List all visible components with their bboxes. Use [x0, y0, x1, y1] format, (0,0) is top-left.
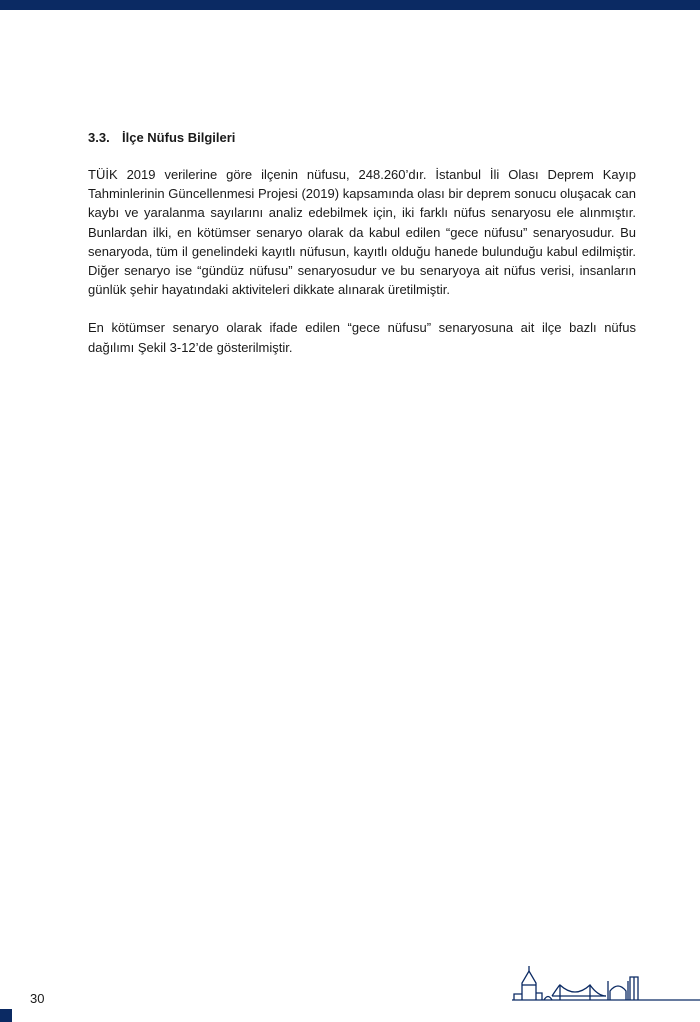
paragraph-2: En kötümser senaryo olarak ifade edilen “gece nüfusu” senaryosuna ait ilçe bazlı nüfus dağılımı Şekil 3-12’de gösterilmiştir. — [88, 320, 636, 355]
section-number: 3.3. — [88, 130, 110, 145]
paragraph-1: TÜİK 2019 verilerine göre ilçenin nüfusu, 248.260’dır. İstanbul İli Olası Deprem Kayıp Tahminlerinin Güncellenmesi Projesi (2019) kapsamında olası bir deprem sonucu oluşacak can kaybı ve yaralanma sayılarını analiz edebilmek için, iki farklı nüfus senaryosu ele alınmıştır. Bunlardan ilki, en kötümser senaryo olarak da kabul edilen “gece nüfusu” senaryosudur. Bu senaryoda, tüm il genelindeki kayıtlı nüfusun, kayıtlı olduğu hanede bulunduğu kabul edilmiştir. Diğer senaryo ise “gündüz nüfusu” senaryosudur ve bu senaryoya ait nüfus verisi, insanların günlük şehir hayatındaki aktiviteleri dikkate alınarak üretilmiştir. — [88, 167, 636, 298]
corner-accent-block — [0, 1009, 12, 1022]
section-heading — [88, 130, 636, 145]
top-accent-bar — [0, 0, 700, 10]
section-title: İlçe Nüfus Bilgileri — [122, 130, 236, 145]
page-content — [88, 130, 636, 376]
istanbul-skyline-icon — [510, 963, 700, 1003]
page-number: 30 — [30, 991, 45, 1006]
